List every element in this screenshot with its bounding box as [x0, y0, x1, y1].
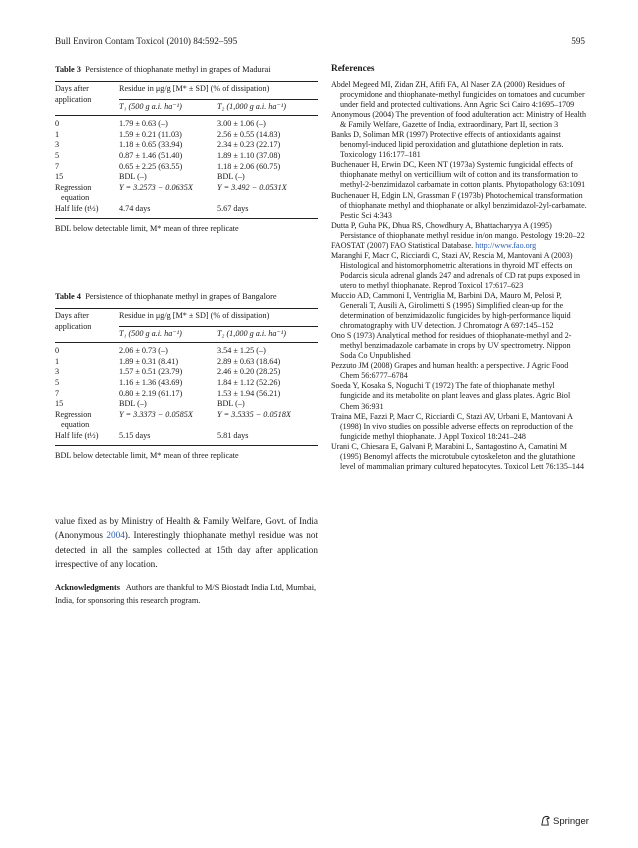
cell-t2: 1.53 ± 1.94 (56.21): [217, 388, 281, 398]
references-heading: References: [331, 64, 375, 74]
t2-header: T₂ (1,000 g a.i. ha⁻¹): [217, 99, 318, 116]
table-3-grid: [55, 81, 318, 219]
reference-item: Urani C, Chiesara E, Galvani P, Marabini L, Santagostino A, Camatini M (1995) Benomyl affects the microtubule cytoskeleton and the glutathione level of mammalian primary cultured hepatocytes. Toxicol Lett 76:135–144: [331, 441, 584, 471]
cell-day: 5: [55, 150, 60, 160]
cell-t1: 0.80 ± 2.19 (61.17): [119, 388, 183, 398]
cell-t2: 3.54 ± 1.25 (–): [217, 343, 318, 357]
faostat-link[interactable]: http://www.fao.org: [475, 240, 537, 250]
table-3-caption: Table 3 Persistence of thiophanate methyl in grapes of Madurai: [55, 65, 271, 74]
halflife-t2: 5.67 days: [217, 204, 318, 218]
cell-day: 1: [55, 129, 60, 139]
acknowledgments-label: Acknowledgments: [55, 583, 120, 592]
cell-t1: BDL (–): [119, 172, 147, 182]
table-row: [55, 183, 318, 204]
cell-day: 3: [55, 140, 60, 150]
halflife-t1: 4.74 days: [119, 204, 217, 218]
reference-item: Anonymous (2004) The prevention of food adulteration act: Ministry of Health & Family Welfare, Gazette of India, extraordinary, Part II, section 3: [331, 110, 587, 130]
table-row: [55, 204, 318, 218]
group-header: Residue in μg/g [M* ± SD] (% of dissipation): [119, 309, 318, 327]
body-paragraph: value fixed as by Ministry of Health & Family Welfare, Govt. of India (Anonymous 2004). Interestingly thiophanate methyl residue was not detected in all the samples collected at 15th day after application irrespective of any location.: [55, 516, 319, 570]
cell-day: 1: [55, 356, 60, 366]
cell-t2: BDL (–): [217, 399, 245, 409]
cell-t2: 1.89 ± 1.10 (37.08): [217, 150, 281, 160]
group-header: Residue in μg/g [M* ± SD] (% of dissipation): [119, 82, 318, 100]
cell-t2: 1.18 ± 2.06 (60.75): [217, 161, 281, 171]
page-number: 595: [571, 36, 585, 46]
reference-item: Soeda Y, Kosaka S, Noguchi T (1972) The fate of thiophanate methyl fungicide and its metabolite on plant leaves and glass plates. Agric Biol Chem 36:931: [331, 381, 571, 411]
cell-t1: 1.89 ± 0.31 (8.41): [119, 356, 179, 366]
reference-item: Pezzuto JM (2008) Grapes and human health: a perspective. J Agric Food Chem 56:6777–6784: [331, 361, 569, 381]
reference-item: Muccio AD, Cammoni I, Ventriglia M, Barbini DA, Mauro M, Pelosi P, Generali T, Ausili A, Girolimetti S (1995) Simplified clean-up for the determination of benzimidazolic fungicides by high-performance liquid chromatography with UV detection. J Chromatogr A 697:145–152: [331, 290, 571, 331]
reference-item: Dutta P, Guha PK, Dhua RS, Chowdhury A, Bhattacharyya A (1995) Persistance of thiophanate methyl residue in/on mango. Pestology 19:20–22: [331, 220, 585, 240]
cell-t1: 1.59 ± 0.21 (11.03): [119, 129, 182, 139]
table-row: [55, 431, 318, 445]
table-row: [55, 343, 318, 357]
cell-day: 3: [55, 367, 60, 377]
acknowledgments-text: Authors are thankful to M/S Biostadt India Ltd, Mumbai, India, for sponsoring this research program.: [55, 583, 317, 605]
cell-day: 0: [55, 116, 119, 130]
cell-t2: 1.84 ± 1.12 (52.26): [217, 377, 281, 387]
cell-t1: 0.87 ± 1.46 (51.40): [119, 150, 183, 160]
acknowledgments: [55, 582, 318, 607]
cell-day: 5: [55, 377, 60, 387]
cell-day: 15: [55, 399, 64, 409]
reference-item: Traina ME, Fazzi P, Macr C, Ricciardi C, Stazi AV, Urbani E, Mantovani A (1998) In vivo studies on possible adverse effects on reproduction of the fungicide methyl thiophanate. J Appl Toxicol 18:241–248: [331, 411, 573, 441]
reference-item: Maranghi F, Macr C, Ricciardi C, Stazi AV, Rescia M, Mantovani A (2003) Histological and histomorphometric alterations in thyroid MT effects on Podarcis sicula adrenal glands 247 and adrenals of CD rat pups exposed in utero to methyl thiophanate. Reprod Toxicol 17:617–623: [331, 250, 581, 290]
cell-day: 7: [55, 388, 60, 398]
table-row: [55, 172, 318, 183]
references-list: [331, 80, 587, 472]
table-4-caption: Table 4 Persistence of thiophanate methyl in grapes of Bangalore: [55, 292, 277, 301]
cell-t1: 2.06 ± 0.73 (–): [119, 343, 217, 357]
col-days-header: Days after application: [55, 82, 119, 116]
regression-t2: Y = 3.492 − 0.0531X: [217, 182, 287, 192]
table-row: [55, 378, 318, 389]
table-4: [55, 291, 318, 461]
cell-t1: 1.16 ± 1.36 (43.69): [119, 377, 183, 387]
publisher-logo: [540, 815, 589, 827]
regression-label: Regression equation: [55, 409, 92, 430]
cell-day: 7: [55, 161, 60, 171]
regression-t1: Y = 3.2573 − 0.0635X: [119, 182, 193, 192]
t1-header: T₁ (500 g a.i. ha⁻¹): [119, 99, 217, 116]
table-row: [55, 162, 318, 173]
citation-link[interactable]: 2004: [106, 530, 125, 541]
cell-t2: 2.89 ± 0.63 (18.64): [217, 356, 281, 366]
reference-item: Buchenauer H, Edgin LN, Grassman F (1973b) Photochemical transformation of thiophanate methyl and thiophanate or alkyl benzimidazol-2yl-carbamate. Pestic Sci 4:343: [331, 190, 587, 220]
reference-item: Ono S (1973) Analytical method for residues of thiophanate-methyl and 2-methyl benzimadazole carbamate in crops by UV spectrometry. Nippon Soda Co Unpublished: [331, 331, 572, 361]
reference-item: Buchenauer H, Erwin DC, Keen NT (1973a) Systemic fungicidal effects of thiophanate methyl on verticillium wilt of cotton and its transformation to methyl-2-benzimidazol carbamate in cotton plants. Phytopathology 63:1091: [331, 160, 586, 190]
cell-day: 15: [55, 172, 64, 182]
t2-header: T₂ (1,000 g a.i. ha⁻¹): [217, 326, 318, 343]
springer-horse-icon: [540, 815, 551, 826]
cell-t1: 1.57 ± 0.51 (23.79): [119, 367, 183, 377]
table-row: [55, 399, 318, 410]
table-row: [55, 130, 318, 141]
regression-t1: Y = 3.3373 − 0.0585X: [119, 409, 193, 419]
cell-t2: BDL (–): [217, 172, 245, 182]
halflife-label: Half life (t½): [55, 431, 119, 445]
cell-t1: 1.79 ± 0.63 (–): [119, 116, 217, 130]
cell-t2: 2.56 ± 0.55 (14.83): [217, 129, 281, 139]
table-row: [55, 389, 318, 400]
table-4-grid: [55, 308, 318, 446]
cell-day: 0: [55, 343, 119, 357]
table-row: [55, 410, 318, 431]
table-row: [55, 140, 318, 151]
table-3: [55, 64, 318, 234]
reference-item: Abdel Megeed MI, Zidan ZH, Afifi FA, Al Naser ZA (2000) Residues of procymidone and thiophanate-methyl fungicides on tomatoes and cucumber under field and protected cultivations. Ann Agric Sci Cairo 4:1695–1709: [331, 80, 585, 110]
journal-citation: Bull Environ Contam Toxicol (2010) 84:592–595: [55, 36, 238, 46]
cell-t1: BDL (–): [119, 399, 147, 409]
table-3-note: BDL below detectable limit, M* mean of three replicate: [55, 223, 239, 233]
reference-item: FAOSTAT (2007) FAO Statistical Database. http://www.fao.org: [331, 240, 537, 250]
cell-t2: 2.34 ± 0.23 (22.17): [217, 140, 281, 150]
halflife-t2: 5.81 days: [217, 431, 318, 445]
halflife-label: Half life (t½): [55, 204, 119, 218]
regression-t2: Y = 3.5335 − 0.0518X: [217, 409, 291, 419]
publisher-name: Springer: [553, 816, 589, 827]
reference-item: Banks D, Soliman MR (1997) Protective effects of antioxidants against benomyl-induced lipid peroxidation and glutathione depletion in rats. Toxicology 116:177–181: [331, 130, 564, 160]
table-row: [55, 151, 318, 162]
regression-label: Regression equation: [55, 182, 92, 203]
table-row: [55, 367, 318, 378]
table-4-note: BDL below detectable limit, M* mean of three replicate: [55, 450, 239, 460]
table-row: [55, 116, 318, 130]
t1-header: T₁ (500 g a.i. ha⁻¹): [119, 326, 217, 343]
table-row: [55, 357, 318, 368]
cell-t2: 2.46 ± 0.20 (28.25): [217, 367, 281, 377]
cell-t2: 3.00 ± 1.06 (–): [217, 116, 318, 130]
col-days-header: Days after application: [55, 309, 119, 343]
halflife-t1: 5.15 days: [119, 431, 217, 445]
cell-t1: 0.65 ± 2.25 (63.55): [119, 161, 183, 171]
cell-t1: 1.18 ± 0.65 (33.94): [119, 140, 183, 150]
